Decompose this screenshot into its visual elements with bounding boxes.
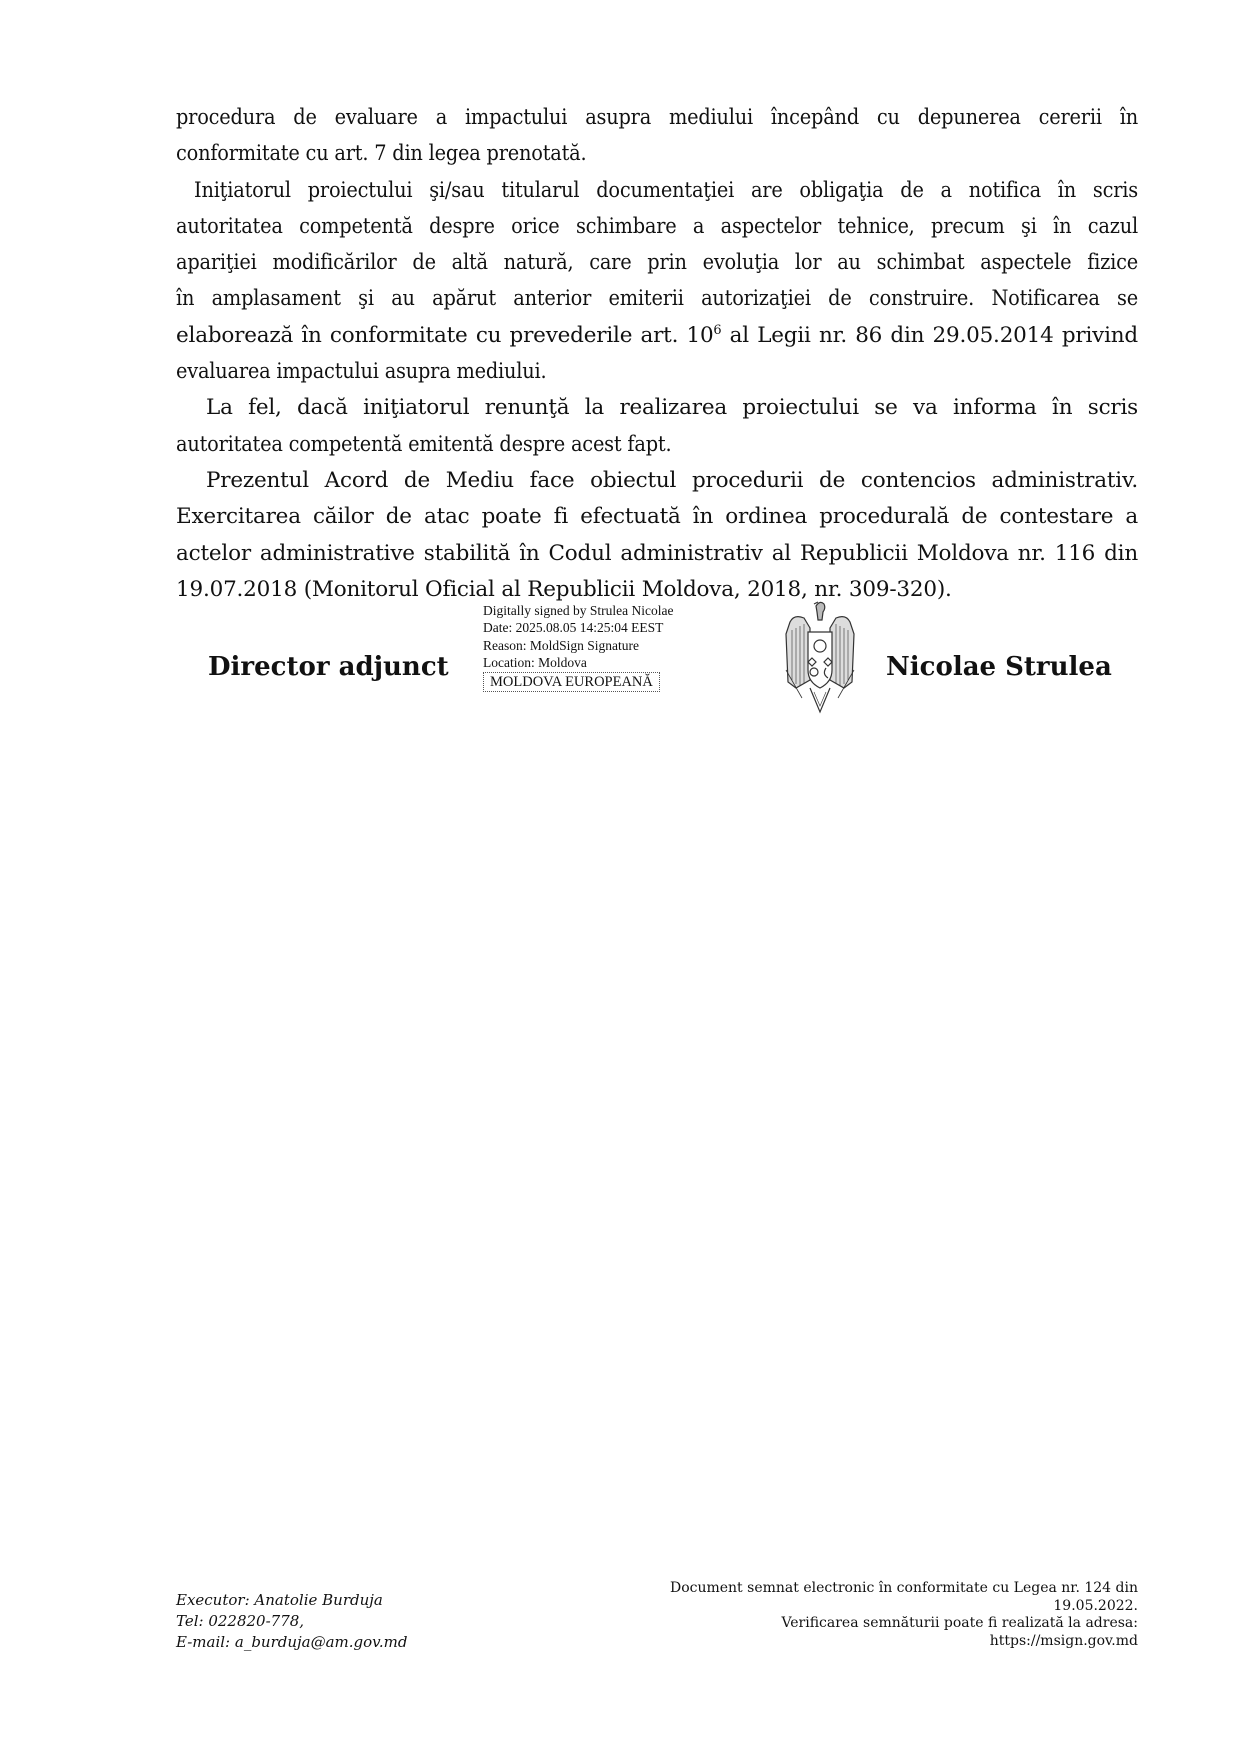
text-line: în amplasament şi au apărut anterior emiterii autorizaţiei de construire. Notificarea se [176, 286, 1138, 312]
executor-email: E-mail: a_burduja@am.gov.md [176, 1633, 408, 1651]
signed-by: Digitally signed by Strulea Nicolae [483, 603, 674, 618]
signatory-name: Nicolae Strulea [886, 652, 1112, 682]
text-line: autoritatea competentă emitentă despre acest fapt. [176, 431, 672, 457]
signature-stamp: MOLDOVA EUROPEANĂ [483, 672, 660, 692]
signature-date: Date: 2025.08.05 14:25:04 EEST [483, 620, 664, 636]
text-line: conformitate cu art. 7 din legea prenotată. [176, 141, 587, 167]
paragraph-project-withdrawal [176, 390, 1138, 463]
notice-line: 19.05.2022. [1053, 1597, 1138, 1614]
coat-of-arms-icon [780, 600, 860, 718]
document-body [176, 100, 1138, 608]
executor-name: Executor: Anatolie Burduja [176, 1591, 383, 1609]
superscript: 6 [713, 322, 722, 338]
text-line: procedura de evaluare a impactului asupra mediului începând cu depunerea cererii în [176, 105, 1138, 130]
text-line: Iniţiatorul proiectului şi/sau titularul documentaţiei are obligaţia de a notifica în scris [194, 177, 1138, 203]
signature-block [0, 600, 1242, 720]
text-fragment: al Legii nr. 86 din 29.05.2014 privind [721, 322, 1138, 348]
text-fragment: elaborează în conformitate cu prevederile art. 10 [176, 322, 714, 348]
signature-reason: Reason: MoldSign Signature [483, 637, 639, 653]
text-line: apariţiei modificărilor de altă natură, care prin evoluţia lor au schimbat aspectele fizice [176, 250, 1138, 276]
paragraph-notification-obligation [176, 173, 1138, 391]
text-line: Exercitarea căilor de atac poate fi efectuată în ordinea procedurală de contestare a [176, 504, 1138, 530]
text-line: evaluarea impactului asupra mediului. [176, 359, 547, 385]
executor-info [176, 1590, 407, 1653]
signatory-role: Director adjunct [208, 652, 449, 682]
paragraph-legal-challenge [176, 463, 1138, 608]
text-line: actelor administrative stabilită în Codul administrativ al Republicii Moldova nr. 116 din [176, 540, 1138, 566]
executor-phone: Tel: 022820-778, [176, 1612, 305, 1630]
digital-signature-info [483, 602, 673, 692]
signature-location: Location: Moldova [483, 654, 587, 670]
notice-line: Document semnat electronic în conformitate cu Legea nr. 124 din [669, 1580, 1138, 1596]
notice-line: Verificarea semnăturii poate fi realizată la adresa: [781, 1615, 1138, 1631]
text-line: 19.07.2018 (Monitorul Oficial al Republicii Moldova, 2018, nr. 309-320). [176, 576, 952, 602]
text-line: autoritatea competentă despre orice schimbare a aspectelor tehnice, precum şi în cazul [176, 213, 1138, 239]
e-signature-notice [670, 1580, 1138, 1650]
paragraph-procedure [176, 100, 1138, 173]
text-line: Prezentul Acord de Mediu face obiectul procedurii de contencios administrativ. [206, 467, 1138, 493]
text-line [176, 318, 1138, 354]
text-line: La fel, dacă iniţiatorul renunţă la realizarea proiectului se va informa în scris [206, 395, 1138, 421]
verification-link[interactable]: https://msign.gov.md [989, 1632, 1138, 1649]
